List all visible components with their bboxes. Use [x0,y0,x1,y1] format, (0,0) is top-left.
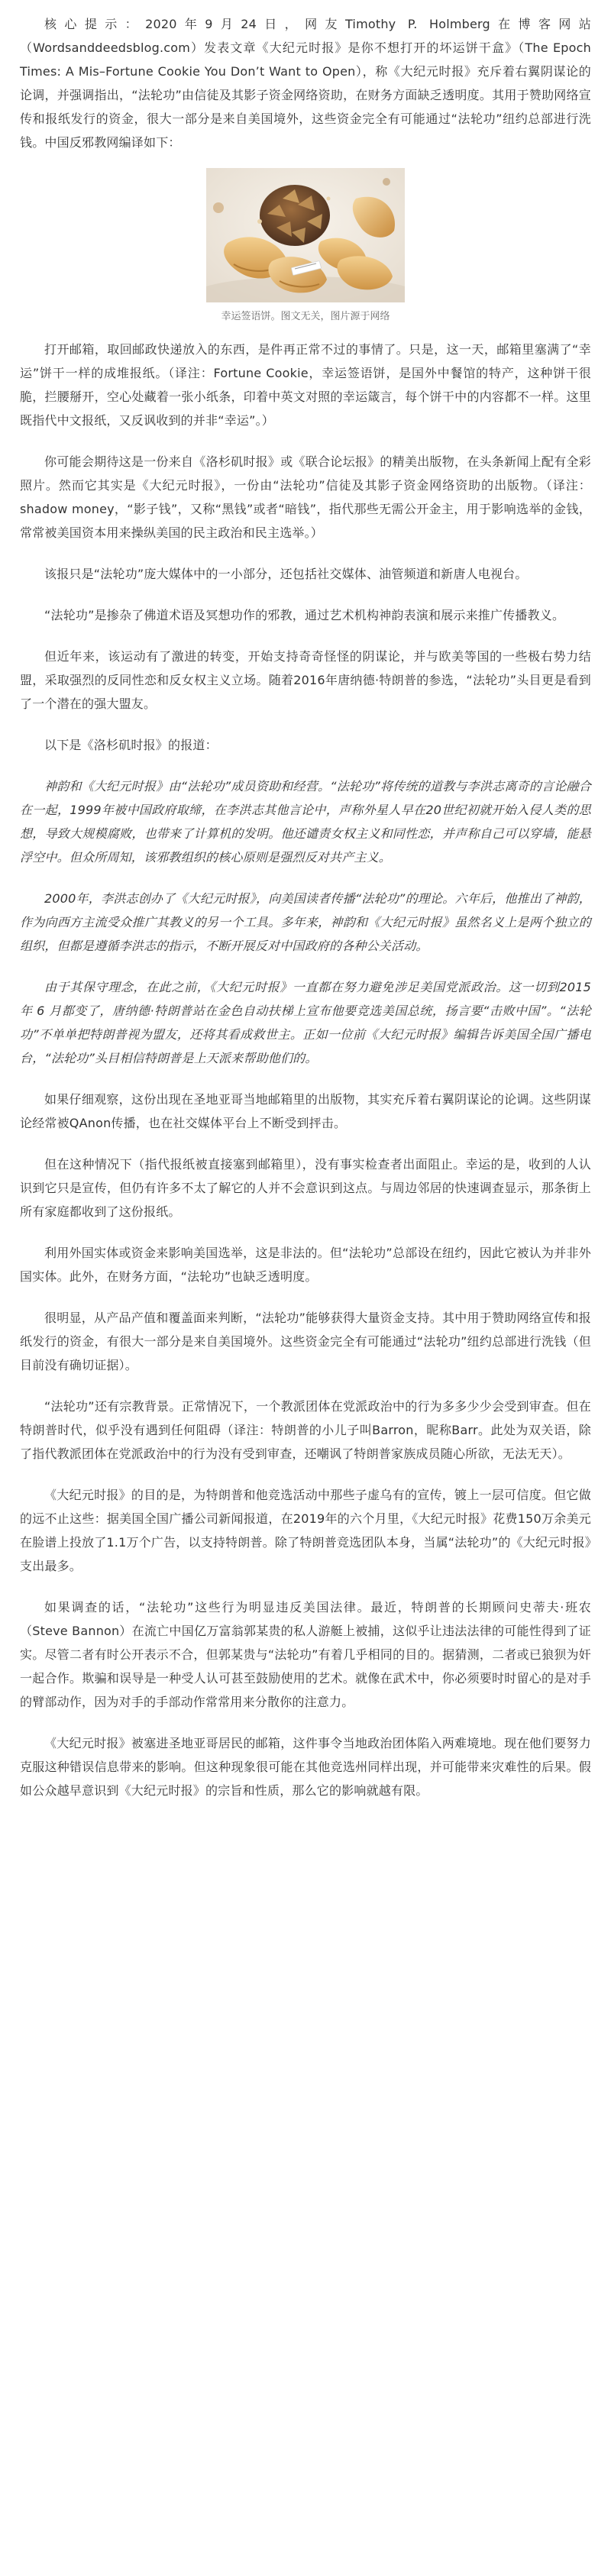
article-paragraph: “法轮功”是掺杂了佛道术语及冥想功作的邪教，通过艺术机构神韵表演和展示来推广传播教义。 [44,608,565,622]
article-paragraph: 《大纪元时报》的目的是，为特朗普和他竞选活动中那些子虚乌有的宣传，镀上一层可信度。但它做的远不止这些：据美国全国广播公司新闻报道，在2019年的六个月里，《大纪元时报》花费150万余美元在脸谱上投放了1.1万个广告，以支持特朗普。除了特朗普竞选团队本身，当属“法轮功”的《大纪元时报》支出最多。 [20,1488,591,1573]
article-paragraph: 但近年来，该运动有了激进的转变，开始支持奇奇怪怪的阴谋论，并与欧美等国的一些极右势力结盟，采取强烈的反同性恋和反女权主义立场。随着2016年唐纳德·特朗普的参选，“法轮功”头目更是看到了一个潜在的强大盟友。 [20,649,591,711]
article-paragraph: “法轮功”还有宗教背景。正常情况下，一个教派团体在党派政治中的行为多多少少会受到审查。但在特朗普时代，似乎没有遇到任何阻碍（译注：特朗普的小儿子叫Barron，昵称Barr。此处为双关语，除了指代教派团体在党派政治中的行为没有受到审查，还嘲讽了特朗普家族成员随心所欲，无法无天）。 [20,1399,591,1461]
quoted-paragraph: 神韵和《大纪元时报》由“法轮功”成员资助和经营。“法轮功”将传统的道教与李洪志离奇的言论融合在一起，1999年被中国政府取缔，在李洪志其他言论中，声称外星人早在20世纪初就开始入侵人类的思想，导致大规模腐败，也带来了计算机的发明。他还谴责女权主义和同性恋，并声称自己可以穿墙，能悬浮空中。但众所周知，该邪教组织的核心原则是强烈反对共产主义。 [20,779,591,865]
article-paragraph: 如果调查的话，“法轮功”这些行为明显违反美国法律。最近，特朗普的长期顾问史蒂夫·班农（Steve Bannon）在流亡中国亿万富翁郭某贵的私人游艇上被捕，这似乎让违法法律的可能性得到了证实。尽管二者有时公开表示不合，但郭某贵与“法轮功”有着几乎相同的目的。据猜测，二者或已狼狈为奸一起合作。欺骗和误导是一种受人认可甚至鼓励使用的艺术。就像在武术中，你必须要时时留心的是对手的臂部动作，因为对手的手部动作常常用来分散你的注意力。 [20,1600,591,1709]
article-paragraph: 该报只是“法轮功”庞大媒体中的一小部分，还包括社交媒体、油管频道和新唐人电视台。 [44,567,528,581]
article-paragraph: 《大纪元时报》被塞进圣地亚哥居民的邮箱，这件事令当地政治团体陷入两难境地。现在他们要努力克服这种错误信息带来的影响。但这种现象很可能在其他竞选州同样出现，并可能带来灾难性的后果。假如公众越早意识到《大纪元时报》的宗旨和性质，那么它的影响就越有限。 [20,1736,591,1798]
article-paragraph: 打开邮箱，取回邮政快递放入的东西，是件再正常不过的事情了。只是，这一天，邮箱里塞满了“幸运”饼干一样的成堆报纸。（译注：Fortune Cookie，幸运签语饼，是国外中餐馆的特产，这种饼干很脆，拦腰掰开，空心处藏着一张小纸条，印着中英文对照的幸运箴言，每个饼干中的内容都不一样。这里既指代中文报纸，又反讽收到的并非“幸运”。） [20,342,591,428]
fortune-cookie-image [206,168,405,302]
article-paragraph: 但在这种情况下（指代报纸被直接塞到邮箱里），没有事实检查者出面阻止。幸运的是，收到的人认识到它只是宣传，但仍有许多不太了解它的人并不会意识到这点。与周边邻居的快速调查显示，那条街上所有家庭都收到了这份报纸。 [20,1157,591,1219]
quoted-paragraph: 由于其保守理念，在此之前，《大纪元时报》一直都在努力避免涉足美国党派政治。这一切到2015 年 6 月都变了，唐纳德·特朗普站在金色自动扶梯上宣布他要竞选美国总统，扬言要“击败中国”。“法轮功”不单单把特朗普视为盟友，还将其看成救世主。正如一位前《大纪元时报》编辑告诉美国全国广播电台，“法轮功”头目相信特朗普是上天派来帮助他们的。 [20,980,591,1065]
article-intro: 核心提示：2020年9月24日，网友Timothy P. Holmberg在博客网站（Wordsanddeedsblog.com）发表文章《大纪元时报》是你不想打开的坏运饼干盒》（The Epoch Times: A Mis–Fortune Cookie You Don’t Want to Open），称《大纪元时报》充斥着右翼阴谋论的论调，并强调指出，“法轮功”由信徒及其影子资金网络资助，在财务方面缺乏透明度。其用于赞助网络宣传和报纸发行的资金，很大一部分是来自美国境外，这些资金完全有可能通过“法轮功”纽约总部进行洗钱。中国反邪教网编译如下： [20,17,591,150]
article-paragraph: 你可能会期待这是一份来自《洛杉矶时报》或《联合论坛报》的精美出版物，在头条新闻上配有全彩照片。然而它其实是《大纪元时报》，一份由“法轮功”信徒及其影子资金网络资助的出版物。（译注：shadow money，“影子钱”，又称“黑钱”或者“暗钱”，指代那些无需公开金主，用于影响选举的金钱，常常被美国资本用来操纵美国的民主政治和民主选举。） [20,454,591,540]
fortune-cookie-photo [206,168,405,302]
article-paragraph: 很明显，从产品产值和覆盖面来判断，“法轮功”能够获得大量资金支持。其中用于赞助网络宣传和报纸发行的资金，有很大一部分是来自美国境外。这些资金完全有可能通过“法轮功”纽约总部进行洗钱（但目前没有确切证据）。 [20,1311,591,1372]
article-paragraph: 如果仔细观察，这份出现在圣地亚哥当地邮箱里的出版物，其实充斥着右翼阴谋论的论调。这些阴谋论经常被QAnon传播，也在社交媒体平台上不断受到抨击。 [20,1092,591,1130]
article-figure [206,168,405,325]
figure-caption: 幸运签语饼。图文无关，图片源于网络 [221,311,390,322]
article-paragraph: 利用外国实体或资金来影响美国选举，这是非法的。但“法轮功”总部设在纽约，因此它被认为并非外国实体。此外，在财务方面，“法轮功”也缺乏透明度。 [20,1246,591,1284]
quoted-paragraph: 2000年，李洪志创办了《大纪元时报》，向美国读者传播“法轮功”的理论。六年后，他推出了神韵，作为向西方主流受众推广其教义的另一个工具。多年来，神韵和《大纪元时报》虽然名义上是两个独立的组织，但都是遵循李洪志的指示，不断开展反对中国政府的各种公关活动。 [20,891,591,953]
article-paragraph: 以下是《洛杉矶时报》的报道： [44,738,218,752]
